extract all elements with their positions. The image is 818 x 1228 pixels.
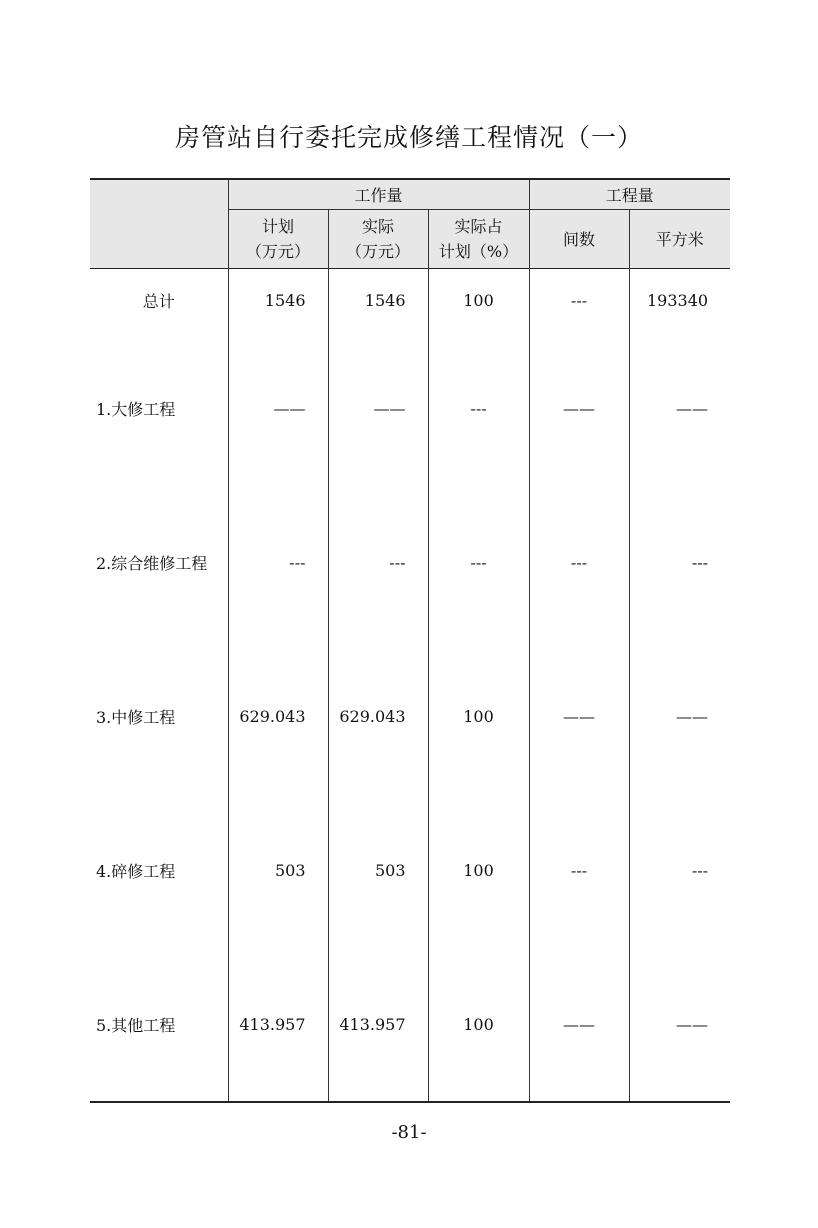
header-rooms: 间数 (529, 210, 629, 269)
header-actual (328, 210, 428, 269)
header-stub (90, 179, 228, 269)
cell-area: --- (629, 485, 730, 639)
page-number: -81- (391, 1122, 427, 1143)
cell-area: —— (629, 947, 730, 1102)
cell-plan: 1546 (228, 269, 328, 332)
cell-plan: 629.043 (228, 639, 328, 793)
cell-ratio: 100 (428, 269, 529, 332)
header-actual-line2: （万元） (345, 242, 410, 261)
header-area: 平方米 (629, 210, 730, 269)
cell-actual: 413.957 (328, 947, 428, 1102)
header-ratio-line2: 计划（%） (438, 242, 519, 261)
header-plan (228, 210, 328, 269)
row-label: 2.综合维修工程 (96, 553, 208, 573)
table-row (90, 485, 730, 639)
cell-actual: —— (328, 331, 428, 485)
header-group-workload: 工作量 (228, 179, 529, 210)
cell-area: --- (629, 793, 730, 947)
page-title: 房管站自行委托完成修缮工程情况（一） (174, 123, 643, 152)
cell-rooms: —— (529, 947, 629, 1102)
table-row (90, 947, 730, 1102)
cell-actual: --- (328, 485, 428, 639)
header-group-engineering: 工程量 (529, 179, 730, 210)
header-ratio-line1: 实际占 (454, 217, 503, 236)
cell-area: —— (629, 331, 730, 485)
cell-actual: 629.043 (328, 639, 428, 793)
cell-actual: 1546 (328, 269, 428, 332)
row-label: 5.其他工程 (96, 1015, 176, 1035)
header-ratio (428, 210, 529, 269)
cell-plan: 503 (228, 793, 328, 947)
cell-plan: --- (228, 485, 328, 639)
table-row (90, 639, 730, 793)
table-row (90, 793, 730, 947)
row-label: 3.中修工程 (96, 707, 176, 727)
cell-rooms: --- (529, 793, 629, 947)
header-plan-line1: 计划 (261, 217, 294, 236)
cell-rooms: —— (529, 639, 629, 793)
cell-plan: 413.957 (228, 947, 328, 1102)
statistics-table (90, 178, 730, 1103)
header-plan-line2: （万元） (245, 242, 310, 261)
row-label: 总计 (142, 291, 175, 311)
table-row (90, 331, 730, 485)
header-actual-line1: 实际 (361, 217, 394, 236)
table-header (90, 179, 730, 269)
cell-rooms: --- (529, 485, 629, 639)
cell-area: —— (629, 639, 730, 793)
cell-ratio: 100 (428, 639, 529, 793)
cell-plan: —— (228, 331, 328, 485)
cell-rooms: --- (529, 269, 629, 332)
cell-rooms: —— (529, 331, 629, 485)
row-label: 1.大修工程 (96, 399, 176, 419)
cell-ratio: 100 (428, 947, 529, 1102)
cell-ratio: --- (428, 485, 529, 639)
table-row (90, 269, 730, 332)
cell-ratio: --- (428, 331, 529, 485)
cell-actual: 503 (328, 793, 428, 947)
cell-ratio: 100 (428, 793, 529, 947)
row-label: 4.碎修工程 (96, 861, 176, 881)
cell-area: 193340 (629, 269, 730, 332)
